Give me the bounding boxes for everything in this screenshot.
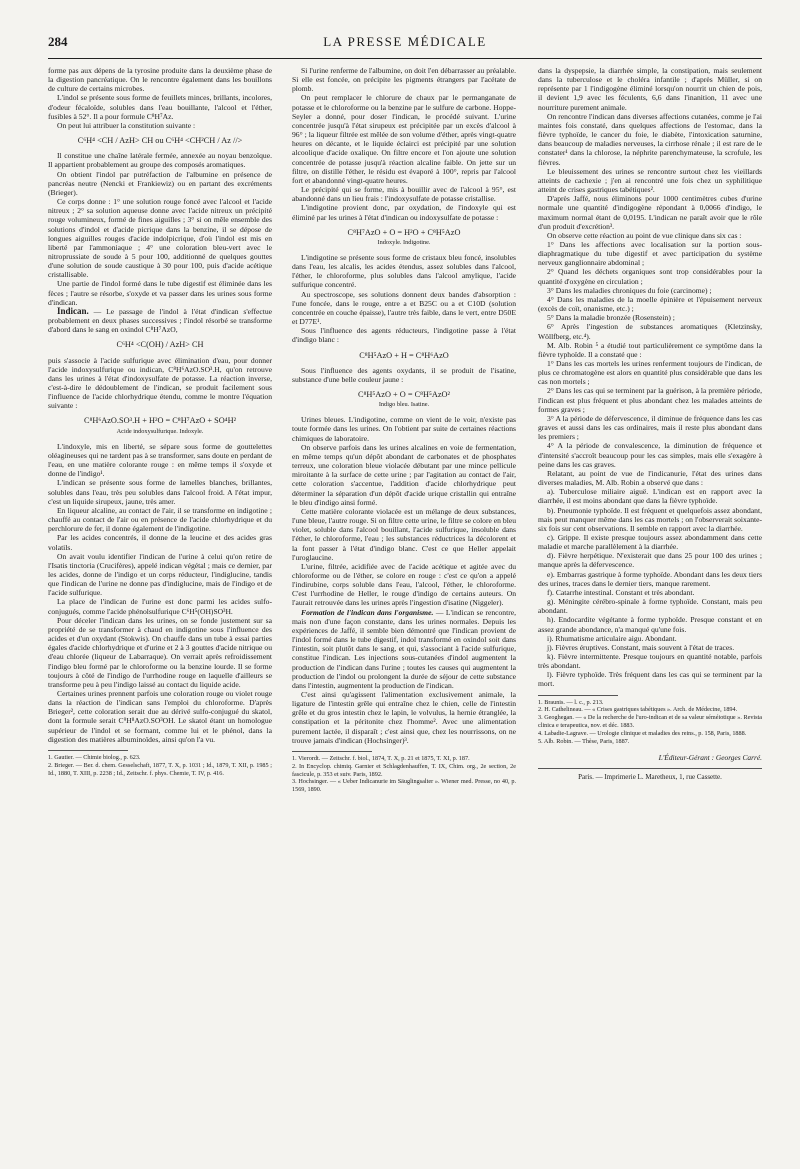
footnote: 1. Vierordt. — Zeitschr. f. biol., 1874, T. X, p. 21 et 1875, T. XI, p. 187. [292,754,470,762]
equation-text: C⁸H⁷AzO + O = H²O + C⁸H⁵AzO [347,227,461,237]
paragraph: forme pas aux dépens de la tyrosine produite dans la deuxième phase de la digestion pancréatique. On le rencontre également dans les bouillons de culture de certains microbes. [48,66,272,94]
section-heading: Formation de l'indican dans l'organisme. [301,607,434,617]
footnote: 2. Brieger. — Ber. d. chem. Gesselschaft, 1877, T. X, p. 1031 ; Id., 1879, T. XII, p. 1985 ; Id., 1880, T. XIII, p. 2238 ; Id., Zeitschr. f. phys. Chemie, T. IV, p. 416. [48,761,272,777]
list-item: k). Fièvre intermittente. Presque toujours en quantité notable, parfois très abondant. [538,652,762,671]
paragraph: On observe cette réaction au point de vue clinique dans six cas : [547,230,742,240]
paragraph: L'urine, filtrée, acidifiée avec de l'acide acétique et agitée avec du chloroforme ou de l'éther, se colore en rouge : c'est ce qu'on a appelé l'indirubine, corps soluble dans l'eau, l'alcool, l'éther, le chloroforme. C'est l'urrhodine de Heller, le rouge d'indigo de certains auteurs. On l'aurait retrouvée dans les urines après l'ingestion d'isatine (Niggeler). [292,561,516,608]
list-item: 1° Dans les cas mortels les urines renferment toujours de l'indican, de plus ce chromatogène est alors en quantité plus considérable que dans les cas non mortels ; [538,359,762,387]
paragraph: L'indigotine se présente sous forme de cristaux bleu foncé, insolubles dans l'eau, les alcalis, les acides étendus, assez solubles dans l'alcool, l'éther, le chloroforme, plus solubles dans l'alcool amylique, l'acide sulfurique concentré. [292,252,516,290]
editor-signature: L'Éditeur-Gérant : Georges Carré. [658,753,762,763]
paragraph: On avait voulu identifier l'indican de l'urine à celui qu'on retire de l'Isatis tinctoria (Crucifères), appelé indican végétal ; mais ce dernier, par les acides, donne de l'indigo et un corps réducteur, l'indiglucine, tandis que l'indican de l'urine ne donne pas d'indiglucine, mais de l'indigo et de l'acide sulfurique. [48,551,272,598]
paragraph: On obtient l'indol par putréfaction de l'albumine en présence de pancréas neutre (Nencki et Frankiewiz) ou en partant des excréments (Brieger). [48,169,272,197]
oxindol-formula: C⁶H⁴ <C(OH) / AzH> CH [116,340,204,350]
footnote: 4. Labadie-Lagrave. — Urologie clinique et maladies des reins., p. 158, Paris, 1888. [538,729,747,737]
paragraph: Urines bleues. L'indigotine, comme on vient de le voir, n'existe pas toute formée dans les urines. On l'obtient par suite de certaines réactions chimiques de laboratoire. [292,415,516,443]
list-item: 2° Dans les cas qui se terminent par la guérison, à la première période, l'indican est plus fréquent et plus abondant chez les malades atteints de formes graves ; [538,386,762,414]
paragraph: Sous l'influence des agents oxydants, il se produit de l'isatine, substance d'une belle couleur jaune : [292,365,516,384]
page-header [48,34,762,52]
footnote: 5. Alb. Robin. — Thèse, Paris, 1887. [538,737,630,745]
equation [48,416,272,435]
list-item: l). Fièvre typhoïde. Très fréquent dans les cas qui se terminent par la mort. [538,670,762,689]
list-item: 3° Dans les maladies chroniques du foie (carcinome) ; [547,285,712,295]
equation-caption: Indoxyle. Indigotine. [377,238,431,246]
equation-text: C⁸H⁶AzO.SO³.H + H²O = C⁸H⁷AzO + SO⁴H² [83,416,237,426]
paragraph-text: — Le passage de l'indol à l'état d'indican s'effectue probablement en deux phases successives ; l'indol résorbé se transforme d'abord dans le sang en oxindol C⁸H⁷AzO, [48,306,272,335]
equation-caption: Acide indoxysulfurique. Indoxyle. [116,427,204,435]
footnote: 2. In Encyclop. chimiq. Garnier et Schlagdenhauffen, T. IX, Chim. org., 2e section, 2e fascicule, p. 353 et suiv. Paris, 1892. [292,762,516,778]
list-item: 3° A la période de défervescence, il diminue de fréquence dans les cas graves et aussi dans les cas ordinaires, mais il reste plus abondant dans les premiers ; [538,413,762,442]
paragraph: L'indigotine provient donc, par oxydation, de l'indoxyle qui est éliminé par les urines à l'état d'indican ou indoxysulfate de potasse : [292,203,516,222]
paragraph: D'après Jaffé, nous éliminons pour 1000 centimètres cubes d'urine normale une quantité d'indigogène répondant à 0,0066 d'indigo, le maximum normal étant de 0,0195. L'indican ne paraît avoir que le rôle d'un produit d'excrétion³. [538,194,762,231]
paragraph: Le précipité qui se forme, mis à bouillir avec de l'alcool à 95°, est abandonné dans un lieu frais : l'indoxysulfate de potasse cristallise. [292,185,516,204]
list-item: 6° Après l'ingestion de substances aromatiques (Kletzinsky, Wöllfberg, etc.⁴). [538,322,762,341]
paragraph: Par les acides concentrés, il donne de la leucine et des acides gras volatils. [48,533,272,552]
list-item: g). Méningite cérébro-spinale à forme typhoïde. Constant, mais peu abondant. [538,597,762,616]
list-item: b). Pneumonie typhoïde. Il est fréquent et quelquefois assez abondant, mais peut manquer même dans les cas mortels ; on l'observerait soixante-six fois sur cent observations. Il semble en rapport avec la diarrhée. [538,505,762,533]
list-item: 4° Dans les maladies de la moelle épinière et l'épuisement nerveux (excès de coït, onanisme, etc.) ; [538,294,762,314]
footnote: 3. Hochsinger. — « Ueber Indicanurie im Säuglingsalter ». Wiener med. Presse, no 40, p. 1569, 1890. [292,778,516,794]
indican-paragraph [48,307,272,334]
indican-heading: Indican. [57,305,89,316]
list-item: i). Rhumatisme articulaire aigu. Abondant. [547,633,677,643]
paragraph: L'indoxyle, mis en liberté, se sépare sous forme de gouttelettes oléagineuses qui ne tardent pas à se transformer, sans doute en perdant de l'eau, en une matière colorante rouge : en même temps il s'oxyde et donne de l'indigo¹. [48,441,272,479]
list-item: c). Grippe. Il existe presque toujours assez abondamment dans cette maladie et marche parallèlement à la diarrhée. [538,532,762,552]
formation-paragraph [292,608,516,690]
paragraph: Sous l'influence des agents réducteurs, l'indigotine passe à l'état d'indigo blanc : [292,326,516,345]
footnote: 2. H. Cathelineau. — « Crises gastriques tabétiques ». Arch. de Médecine, 1894. [538,706,738,714]
paragraph: Cette matière colorante violacée est un mélange de deux substances, l'une bleue, l'autre rouge. Si on filtre cette urine, le filtre se colore en bleu violet, soluble dans l'alcool bouillant, l'acide sulfurique, insoluble dans l'éther, le chloroforme, l'eau ; les substances réductrices la décolorent et la font passer à l'état d'indigo blanc. C'est ce que Heller appelait l'uroglaucine. [292,506,516,562]
equation [292,228,516,247]
equation [292,390,516,409]
paragraph: On peut remplacer le chlorure de chaux par le permanganate de potasse et le chloroforme ou la benzine par le sulfure de carbone. Hoppe-Seyler a donné, pour doser l'indican, le procédé suivant. L'urine concentrée jusqu'à l'état sirupeux est précipitée par un excès d'alcool à 96° ; la liqueur filtrée est mêlée de son volume d'éther, après vingt-quatre heures on décante, et le liquide éclairci est précipité par une solution alcoolique d'acide oxalique. On filtre encore et l'on ajoute une solution concentrée de potasse jusqu'à réaction alcaline faible. On jette sur un filtre, on distille l'éther, le résidu est évaporé à 100°, repris par l'alcool fort et abandonné vingt-quatre heures. [292,93,516,185]
footnote: 1. Braunis. — l. c., p. 213. [538,698,604,706]
paragraph-text: — L'indican se rencontre, mais non d'une façon constante, dans les urines normales. Depuis les expériences de Jaffé, il semble bien démontré que l'indican provient de l'indol formé dans le tube digestif, indol transformé en oxindol soit dans l'intestin, soit plutôt dans le sang, et qui, s'associant à l'acide sulfurique, constitue l'indican. Les injections sous-cutanées d'indol augmentent la production de l'indican dans l'urine ; toutes les causes qui augmentent la production de l'indol ou prolongent la durée de séjour de cette substance dans l'intestin, augmentent la production de l'indican. [292,607,516,690]
paragraph: dans la dyspepsie, la diarrhée simple, la constipation, mais seulement dans la tuberculose et le choléra infantile ; d'après Müller, si on représente par 1 l'indigogène éliminé lorsqu'on nourrit un chien de pois, il devient 1,9 avec les féculents, 6,6 dans l'inanition, 11 avec une nourriture purement animale. [538,66,762,112]
paragraph: En liqueur alcaline, au contact de l'air, il se transforme en indigotine ; chauffé au contact de l'air ou en présence de l'acide chlorhydrique et du perchlorure de fer, il donne également de l'indigotine. [48,505,272,534]
list-item: f). Catarrhe intestinal. Constant et très abondant. [547,587,695,597]
list-item: j). Fièvres éruptives. Constant, mais souvent à l'état de traces. [547,642,735,652]
header-rule [48,58,762,59]
equation-text: C⁸H⁵AzO + O = C⁸H⁵AzO² [357,390,451,399]
paragraph: Relatant, au point de vue de l'indicanurie, l'état des urines dans diverses maladies, M. Alb. Robin a observé que dans : [538,468,762,488]
paragraph: On peut lui attribuer la constitution suivante : [57,120,196,130]
page-number: 284 [48,34,68,49]
paragraph: C'est ainsi qu'agissent l'alimentation exclusivement animale, la ligature de l'intestin grêle qui entraîne chez le chien, celle de l'intestin grêle et du gros intestin chez le lapin, le volvulus, la hernie étranglée, la constipation et la péritonite chez l'homme². Avec une alimentation purement lactée, il disparaît ; c'est ainsi que, chez les nourrissons, on ne trouve jamais d'indican (Hochsinger)³. [292,690,516,745]
column-2 [292,66,516,794]
paragraph: M. Alb. Robin ⁵ a étudié tout particulièrement ce symptôme dans la fièvre typhoïde. Il a constaté que : [538,340,762,359]
list-item: d). Fièvre herpétique. N'existerait que dans 25 pour 100 des urines ; manque après la défervescence. [538,551,762,570]
footnote: 3. Geoghegan. — « De la recherche de l'uro-indican et de sa valeur séméiotique ». Revista clinica e terapeutica, nov. et déc. 1883. [538,714,762,730]
paragraph: Pour déceler l'indican dans les urines, on se fonde justement sur sa propriété de se transformer à chaud en indigotine sous l'influence des acides et d'un oxydant (Stokwis). On chauffe dans un tube à essai parties égales d'acide chlorhydrique et d'urine et 2 à 3 gouttes d'acide nitrique ou d'eau chlorée (liqueur de Labarraque). On verrait après refroidissement l'indigo bleu formé par le chloroforme ou la benzine lourde. Il se forme toujours à côté de l'indigo de l'urrhodine rouge en laquelle d'ailleurs se transforme peu à peu l'indigo laissé au contact du liquide acide. [48,615,272,689]
printer-line: Paris. — Imprimerie L. Maretheux, 1, rue Cassette. [538,768,762,782]
paragraph: On rencontre l'indican dans diverses affections cutanées, comme je l'ai maintes fois constaté, dans quelques affections de l'estomac, dans la fièvre typhoïde, le cancer du foie, le diabète, l'intoxication saturnine, dans beaucoup de maladies nerveuses, la cirrhose rénale ; il est rare de le constater¹ dans la chlorose, la néphrite parenchymateuse, la scrofule, les fièvres. [538,111,762,167]
paragraph: Une partie de l'indol formé dans le tube digestif est éliminée dans les fèces ; l'autre se résorbe, s'oxyde et va passer dans les urines sous forme d'indican. [48,279,272,307]
equation: C⁸H⁵AzO + H = C⁸H⁶AzO [359,350,449,360]
paragraph: On observe parfois dans les urines alcalines en voie de fermentation, en même temps qu'un dépôt abondant de carbonates et de phosphates terreux, une coloration bleue violacée débutant par une mince pellicule miroitante à la surface de cette urine ; par l'agitation au contact de l'air, cette coloration s'accentue, l'addition d'acide chlorhydrique peut déterminer la séparation d'un dépôt d'acide urique cristallin qui entraîne le bleu d'indigo ainsi formé. [292,442,516,507]
paragraph: La place de l'indican de l'urine est donc parmi les acides sulfo-conjugués, comme l'acide phénolsulfurique C⁶H⁵(OH)SO³H. [48,597,272,616]
equation-caption: Indigo bleu. Isatine. [378,401,430,409]
paragraph: Si l'urine renferme de l'albumine, on doit l'en débarrasser au préalable. Si elle est foncée, on précipite les pigments étrangers par l'acétate de plomb. [292,66,516,94]
paragraph: puis s'associe à l'acide sulfurique avec élimination d'eau, pour donner l'acide indoxysulfurique ou indican, C⁸H⁶AzO.SO³.H, qu'on retrouve dans les urines à l'état d'indoxysulfate de potasse. La réaction inverse, c'est-à-dire le dédoublement de l'indican, se produit facilement sous l'influence de l'acide chlorhydrique étendu, comme le montre l'équation suivante : [48,355,272,411]
paragraph: Le bleuissement des urines se rencontre surtout chez les vieillards atteints de cachexie ; j'en ai rencontré une fois chez un syphilitique atteint de crises gastriques tabétiques². [538,166,762,195]
paragraph: Au spectroscope, ses solutions donnent deux bandes d'absorption : l'une foncée, dans le rouge, entre a et B25C ou a et C10D (solution concentrée en couche épaisse), l'autre très faible, dans le vert, entre D50E et D77E¹. [292,289,516,327]
column-1 [48,66,272,777]
journal-title: LA PRESSE MÉDICALE [323,34,487,49]
footnote-list [48,754,272,777]
paragraph: L'indican se présente sous forme de lamelles blanches, brillantes, solubles dans l'eau, très peu solubles dans l'alcool froid. A l'état impur, c'est un liquide sirupeux, jaune, très amer. [48,478,272,506]
footnote: 1. Gautier. — Chimie biolog., p. 623. [48,753,141,761]
list-item: e). Embarras gastrique à forme typhoïde. Abondant dans les deux tiers des urines, traces dans le dernier tiers, manque rarement. [538,569,762,588]
column-3 [538,66,762,782]
list-item: 2° Quand les déchets organiques sont trop considérables pour la quantité d'oxygène en circulation ; [538,267,762,286]
list-item: h). Endocardite végétante à forme typhoïde. Presque constant et en assez grande abondance, n'a manqué qu'une fois. [538,615,762,634]
list-item: 4° A la période de convalescence, la diminution de fréquence et d'intensité s'accroît beaucoup pour les cas simples, mais elle s'exagère à peine dans les cas graves. [538,441,762,469]
paragraph: Ce corps donne : 1° une solution rouge foncé avec l'alcool et l'acide nitreux ; 2° sa solution aqueuse donne avec l'acide nitreux un précipité rouge volumineux, formé de fines aiguilles ; 3° si on mêle ensemble des solutions d'indol et d'acide picrique dans la benzine, il se dépose de longues aiguilles rouges d'acide indolpicrique, d'où l'indol est mis en liberté par l'ammoniaque ; 4° une coloration bleu-vert avec le nitroprussiate de soude à 5 pour 100, additionné de quelques gouttes d'une solution de soude caustique à 30 pour 100, puis d'acide acétique cristallisable. [48,197,272,280]
list-item: a). Tuberculose miliaire aiguë. L'indican est en rapport avec la diarrhée, il est moins abondant que dans la fièvre typhoïde. [538,487,762,506]
paragraph: Il constitue une chaîne latérale fermée, annexée au noyau benzoïque. Il appartient probablement au groupe des composés aromatiques. [48,151,272,170]
list-item: 1° Dans les affections avec localisation sur la portion sous-diaphragmatique du tube digestif et avec participation du système nerveux ganglionnaire abdominal ; [538,239,762,268]
list-item: 5° Dans la maladie bronzée (Rosenstein) ; [547,313,675,323]
indol-formula: C⁶H⁴ <CH / AzH> CH ou C⁶H⁴ <CH²CH / Az //> [77,136,243,146]
paragraph: L'indol se présente sous forme de feuillets minces, brillants, incolores, d'odeur fécaloïde, solubles dans l'eau bouillante, l'alcool et l'éther, fusibles à 52°. Il a pour formule C⁸H⁷Az. [48,93,272,121]
paragraph: Certaines urines prennent parfois une coloration rouge ou violet rouge dans la réaction de l'indican sans l'emploi du chloroforme. D'après Brieger², cette coloration serait due au dérivé sulfo-conjugué du skatol, dont la formule serait C⁹H⁸AzO.SO³OH. Le skatol étant un homologue supérieur de l'indol et se formant, comme lui et le phénol, dans la digestion des matières albuminoïdes, ainsi qu'on l'a vu. [48,689,272,744]
